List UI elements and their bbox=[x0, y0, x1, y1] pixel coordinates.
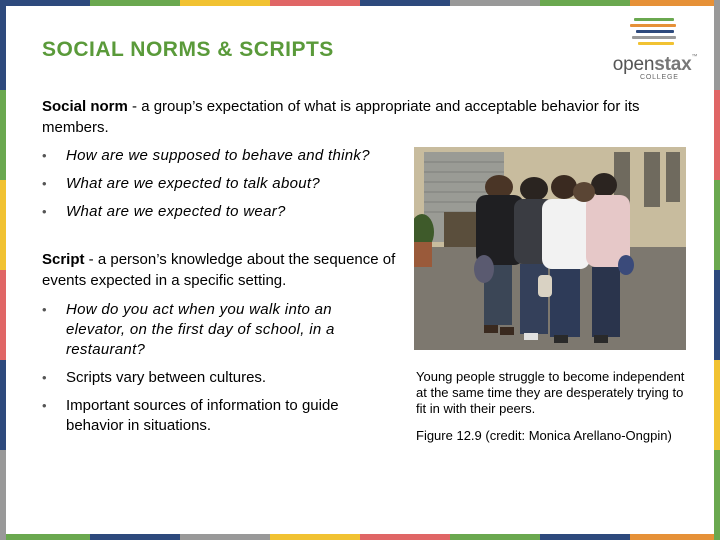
openstax-logo bbox=[610, 18, 700, 80]
bottom-frame-stripe bbox=[0, 534, 720, 540]
photo-caption: Young people struggle to become independent at the same time they are desperately trying to fit in with their peers. bbox=[416, 369, 685, 416]
script-bullet-list bbox=[42, 300, 362, 444]
top-frame-stripe bbox=[0, 0, 720, 6]
bullet-icon: • bbox=[42, 302, 47, 317]
list-item: • Scripts vary between cultures. bbox=[42, 369, 267, 386]
list-item: • Important sources of information to guide behavior in situations. bbox=[42, 397, 339, 434]
left-frame-stripe bbox=[0, 0, 6, 540]
social-norm-text: - a group’s expectation of what is appropriate and acceptable behavior for its members. bbox=[42, 98, 640, 136]
bullet-icon: • bbox=[42, 370, 47, 385]
figure-credit: Figure 12.9 (credit: Monica Arellano-Ongpin) bbox=[416, 428, 672, 443]
list-item: • How are we supposed to behave and think? bbox=[42, 147, 370, 164]
logo-stripes bbox=[628, 18, 682, 48]
bullet-icon: • bbox=[42, 176, 47, 191]
list-item: • What are we expected to wear? bbox=[42, 203, 286, 220]
bullet-icon: • bbox=[42, 148, 47, 163]
social-norm-term: Social norm bbox=[42, 98, 128, 115]
list-item: • How do you act when you walk into an elevator, on the first day of school, in a restaurant? bbox=[42, 301, 335, 358]
right-frame-stripe bbox=[714, 0, 720, 540]
slide-title: SOCIAL NORMS & SCRIPTS bbox=[42, 38, 334, 61]
script-term: Script bbox=[42, 251, 85, 268]
group-of-teens-photo bbox=[414, 147, 686, 350]
norm-bullet-list bbox=[42, 146, 402, 230]
social-norm-definition bbox=[42, 96, 692, 138]
logo-wordmark: openstax™ bbox=[612, 54, 698, 75]
bullet-icon: • bbox=[42, 398, 47, 413]
photo-illustration bbox=[414, 147, 686, 350]
script-definition bbox=[42, 249, 402, 291]
bullet-icon: • bbox=[42, 204, 47, 219]
script-text: - a person’s knowledge about the sequence of events expected in a specific setting. bbox=[42, 251, 396, 289]
list-item: • What are we expected to talk about? bbox=[42, 175, 320, 192]
logo-subtitle: COLLEGE bbox=[640, 74, 679, 81]
